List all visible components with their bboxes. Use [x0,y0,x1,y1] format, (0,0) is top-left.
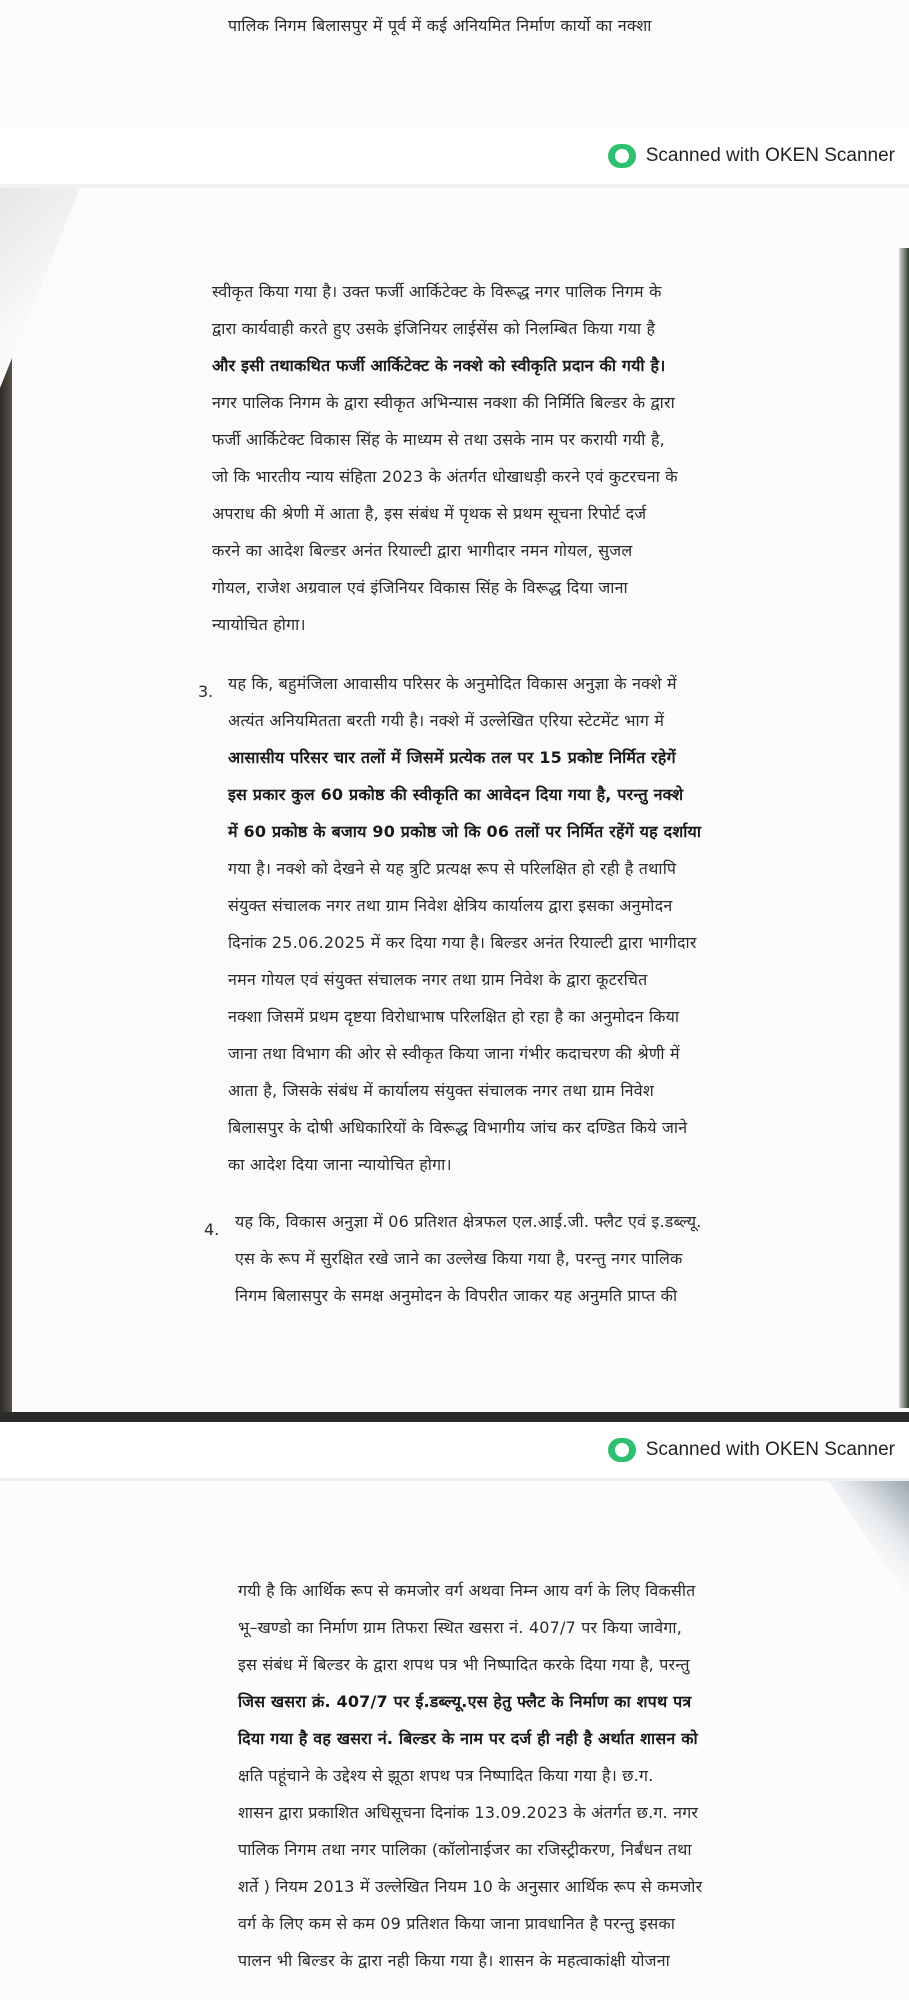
text-line: जो कि भारतीय न्याय संहिता 2023 के अंतर्गत धोखाधड़ी करने एवं कुटरचना के [212,467,678,486]
text-line: आसासीय परिसर चार तलों में जिसमें प्रत्येक तल पर 15 प्रकोष्ट निर्मित रहेगें [228,748,676,767]
text-line: पालिक निगम तथा नगर पालिका (कॉलोनाईजर का रजिस्ट्रीकरण, निर्बंधन तथा [238,1840,692,1859]
text-line: नगर पालिक निगम के द्वारा स्वीकृत अभिन्यास नक्शा की निर्मिति बिल्डर के द्वारा [212,393,675,412]
text-line: बिलासपुर के दोषी अधिकारियों के विरूद्ध विभागीय जांच कर दण्डित किये जाने [228,1118,688,1137]
text-line: क्षति पहूंचाने के उद्देश्य से झूठा शपथ पत्र निष्पादित किया गया है। छ.ग. [238,1766,654,1785]
text-line: शासन द्वारा प्रकाशित अधिसूचना दिनांक 13.09.2023 के अंतर्गत छ.ग. नगर [238,1803,699,1822]
page-3 [0,1481,909,2000]
scanner-watermark-text: Scanned with OKEN Scanner [645,1439,895,1460]
text-line: नक्शा जिसमें प्रथम दृष्टया विरोधाभाष परिलक्षित हो रहा है का अनुमोदन किया [228,1007,680,1026]
text-line: में 60 प्रकोष्ठ के बजाय 90 प्रकोष्ठ जो कि 06 तलों पर निर्मित रहेंगें यह दर्शाया [228,822,702,841]
text-line: नमन गोयल एवं संयुक्त संचालक नगर तथा ग्राम निवेश के द्वारा कूटरचित [228,970,648,989]
text-line: यह कि, बहुमंजिला आवासीय परिसर के अनुमोदित विकास अनुज्ञा के नक्शे में [228,674,677,693]
text-line: का आदेश दिया जाना न्यायोचित होगा। [228,1155,452,1174]
text-line: वर्ग के लिए कम से कम 09 प्रतिशत किया जाना प्रावधानित है परन्तु इसका [238,1914,676,1933]
page-1-fragment [0,0,909,128]
scanner-watermark-band [0,1422,909,1478]
text-line: यह कि, विकास अनुज्ञा में 06 प्रतिशत क्षेत्रफल एल.आई.जी. फ्लैट एवं इ.डब्ल्यू. [235,1212,702,1231]
text-line: संयुक्त संचालक नगर तथा ग्राम निवेश क्षेत्रिय कार्यालय द्वारा इसका अनुमोदन [228,896,673,915]
text-line: जाना तथा विभाग की ओर से स्वीकृत किया जाना गंभीर कदाचरण की श्रेणी में [228,1044,680,1063]
text-line: जिस खसरा क्रं. 407/7 पर ई.डब्ल्यू.एस हेतु फ्लैट के निर्माण का शपथ पत्र [238,1692,692,1711]
page-bottom-shadow [0,1412,909,1422]
text-line: इस संबंध में बिल्डर के द्वारा शपथ पत्र भी निष्पादित करके दिया गया है, परन्तु [238,1655,690,1674]
text-line: आता है, जिसके संबंध में कार्यालय संयुक्त संचालक नगर तथा ग्राम निवेश [228,1081,654,1100]
text-line: गोयल, राजेश अग्रवाल एवं इंजिनियर विकास सिंह के विरूद्ध दिया जाना [212,578,628,597]
text-line: द्वारा कार्यवाही करते हुए उसके इंजिनियर लाईसेंस को निलम्बित किया गया है [212,319,656,338]
text-line: करने का आदेश बिल्डर अनंत रियाल्टी द्वारा भागीदार नमन गोयल, सुजल [212,541,633,560]
text-line: अपराध की श्रेणी में आता है, इस संबंध में पृथक से प्रथम सूचना रिपोर्ट दर्ज [212,504,647,523]
text-line: पालिक निगम बिलासपुर में पूर्व में कई अनियमित निर्माण कार्यो का नक्शा [228,16,652,35]
text-line: और इसी तथाकथित फर्जी आर्किटेक्ट के नक्शे को स्वीकृति प्रदान की गयी है। [212,356,666,375]
text-line: शर्ते ) नियम 2013 में उल्लेखित नियम 10 के अनुसार आर्थिक रूप से कमजोर [238,1877,703,1896]
page-2 [0,188,909,1422]
text-line: इस प्रकार कुल 60 प्रकोष्ठ की स्वीकृति का आवेदन दिया गया है, परन्तु नक्शे [228,785,684,804]
text-line: अत्यंत अनियमितता बरती गयी है। नक्शे में उल्लेखित एरिया स्टेटमेंट भाग में [228,711,665,730]
text-line: निगम बिलासपुर के समक्ष अनुमोदन के विपरीत जाकर यह अनुमति प्राप्त की [235,1286,678,1305]
text-line: स्वीकृत किया गया है। उक्त फर्जी आर्किटेक्ट के विरूद्ध नगर पालिक निगम के [212,282,662,301]
scanner-watermark-text: Scanned with OKEN Scanner [645,145,895,166]
page-edge-shadow [899,248,909,1408]
scanner-watermark [608,142,895,170]
scanner-watermark-band [0,128,909,184]
text-line: भू–खण्डो का निर्माण ग्राम तिफरा स्थित खसरा नं. 407/7 पर किया जावेगा, [238,1618,683,1637]
text-line: गयी है कि आर्थिक रूप से कमजोर वर्ग अथवा निम्न आय वर्ग के लिए विकसीत [238,1581,696,1600]
oken-scanner-icon [608,144,636,168]
text-line: पालन भी बिल्डर के द्वारा नही किया गया है। शासन के महत्वाकांक्षी योजना [238,1951,670,1970]
text-line: न्यायोचित होगा। [212,615,306,634]
text-line: एस के रूप में सुरक्षित रखे जाने का उल्लेख किया गया है, परन्तु नगर पालिक [235,1249,683,1268]
paper-fold [829,1481,909,1601]
oken-scanner-icon [608,1438,636,1462]
text-line: फर्जी आर्किटेक्ट विकास सिंह के माध्यम से तथा उसके नाम पर करायी गयी है, [212,430,665,449]
scanner-watermark [608,1436,895,1464]
paper-fold [0,188,80,388]
item-number: 4. [204,1220,220,1239]
text-line: गया है। नक्शे को देखने से यह त्रुटि प्रत्यक्ष रूप से परिलक्षित हो रही है तथापि [228,859,677,878]
text-line: दिनांक 25.06.2025 में कर दिया गया है। बिल्डर अनंत रियाल्टी द्वारा भागीदार [228,933,697,952]
text-line: दिया गया है वह खसरा नं. बिल्डर के नाम पर दर्ज ही नही है अर्थात शासन को [238,1729,698,1748]
item-number: 3. [198,682,214,701]
